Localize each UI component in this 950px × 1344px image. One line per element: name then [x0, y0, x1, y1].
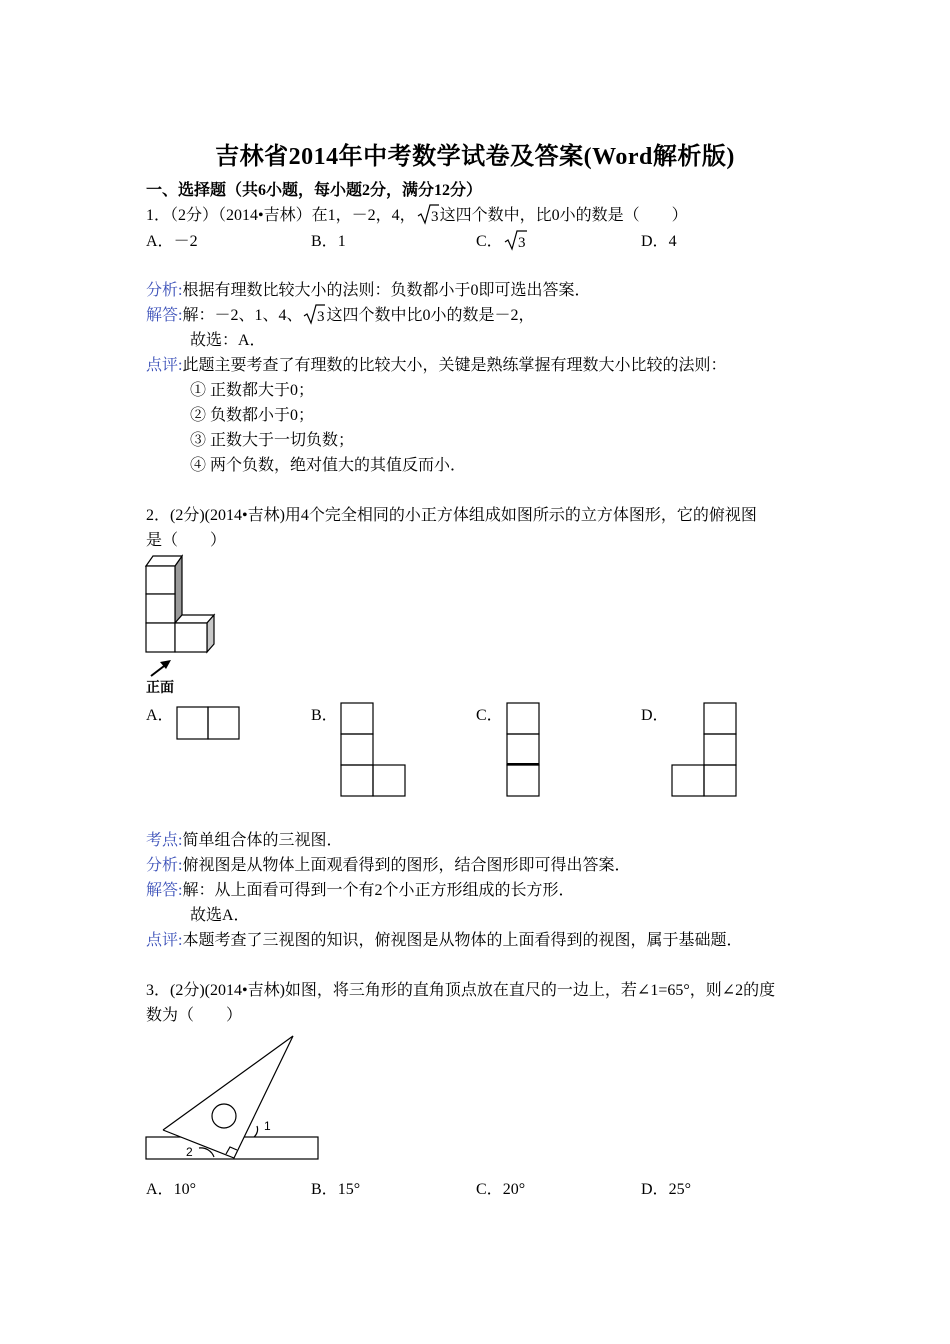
q3-option-d[interactable] — [641, 1176, 691, 1199]
comment-text: 此题主要考查了有理数的比较大小，关键是熟练掌握有理数大小比较的法则： — [182, 357, 727, 374]
q1-rule: ④ 两个负数，绝对值大的其值反而小． — [190, 457, 467, 474]
radical-icon — [303, 304, 325, 324]
angle-1-label: 1 — [264, 1119, 271, 1133]
option-letter: D． — [641, 1181, 669, 1198]
arrow-icon — [151, 660, 171, 676]
radicand: 3 — [317, 309, 325, 325]
q1-option-a[interactable] — [146, 228, 198, 251]
q2-stem-line1: 2．(2分)(2014•吉林)用4个完全相同的小正方体组成如图所示的立方体图形，它的俯视图 — [146, 507, 757, 524]
option-letter: B． — [311, 1181, 338, 1198]
q2-stem-line2: 是（ ） — [146, 532, 227, 549]
q3-option-a[interactable] — [146, 1176, 196, 1199]
comment-label: 点评: — [146, 357, 183, 374]
q1-stem — [146, 202, 688, 229]
q1-stem-start: 1．（2分）（2014•吉林）在1，－2，4， — [146, 207, 416, 224]
page-title: 吉林省2014年中考数学试卷及答案(Word解析版) — [215, 144, 735, 170]
q1-option-c[interactable] — [476, 228, 529, 255]
radicand: 3 — [430, 209, 439, 225]
q1-answer: 故选：A． — [190, 332, 266, 349]
q3-option-c[interactable] — [476, 1176, 525, 1199]
option-letter: D． — [641, 233, 669, 250]
radical-icon — [417, 204, 439, 224]
section-heading: 一、选择题（共6小题，每小题2分，满分12分） — [146, 182, 483, 199]
q1-analysis — [146, 277, 590, 300]
option-text: 4 — [668, 233, 677, 250]
option-letter: A． — [146, 1181, 174, 1198]
q3-stem-line1: 3．(2分)(2014•吉林)如图，将三角形的直角顶点放在直尺的一边上，若∠1=65°，则∠2的度 — [146, 982, 776, 999]
option-letter: A． — [146, 233, 174, 250]
cube-figure — [144, 552, 224, 698]
knowledge-label: 考点: — [146, 832, 183, 849]
option-text: 1 — [337, 233, 346, 250]
solution-label: 解答: — [146, 307, 183, 324]
option-text: 10° — [173, 1181, 196, 1198]
front-label: 正面 — [146, 679, 174, 695]
q2-option-b-figure[interactable] — [340, 702, 408, 798]
option-text: －2 — [173, 233, 198, 250]
q2-comment — [146, 927, 742, 950]
solution-label: 解答: — [146, 882, 183, 899]
q1-option-b[interactable] — [311, 228, 346, 251]
q1-rule: ② 负数都小于0； — [190, 407, 315, 424]
option-text: 25° — [668, 1181, 691, 1198]
q1-rule: ③ 正数大于一切负数； — [190, 432, 355, 449]
q1-solution — [146, 302, 534, 329]
option-letter: B． — [311, 233, 338, 250]
q2-option-d-figure[interactable] — [671, 702, 739, 798]
q2-option-d[interactable]: D． — [641, 707, 669, 724]
angle-2-label: 2 — [186, 1145, 193, 1159]
q2-option-c-figure[interactable] — [506, 702, 542, 798]
comment-text: 本题考查了三视图的知识，俯视图是从物体的上面看得到的视图，属于基础题． — [182, 932, 743, 949]
sqrt-symbol — [504, 230, 528, 255]
analysis-text: 根据有理数比较大小的法则：负数都小于0即可选出答案． — [182, 282, 591, 299]
option-text: 20° — [502, 1181, 526, 1198]
knowledge-text: 简单组合体的三视图． — [182, 832, 343, 849]
q3-option-b[interactable] — [311, 1176, 360, 1199]
q2-option-b[interactable]: B． — [311, 707, 338, 724]
q2-option-a[interactable]: A． — [146, 707, 174, 724]
analysis-label: 分析: — [146, 857, 183, 874]
solution-text-start: 解：－2、1、4、 — [182, 307, 303, 324]
ruler-triangle-figure — [144, 1034, 322, 1164]
option-letter: C． — [476, 233, 503, 250]
q2-option-a-figure[interactable] — [176, 706, 242, 742]
q3-stem-line2: 数为（ ） — [146, 1007, 243, 1024]
solution-text-end: 这四个数中比0小的数是－2， — [326, 307, 535, 324]
option-letter: C． — [476, 1181, 503, 1198]
q1-option-d[interactable] — [641, 228, 677, 251]
solution-text: 解：从上面看可得到一个有2个小正方形组成的长方形． — [182, 882, 575, 899]
triangle — [163, 1036, 293, 1158]
q2-knowledge-point — [146, 827, 342, 850]
q2-solution — [146, 877, 574, 900]
sqrt-symbol — [303, 304, 325, 329]
option-text: 15° — [337, 1181, 361, 1198]
q2-analysis — [146, 852, 630, 875]
q1-stem-end: 这四个数中，比0小的数是（ ） — [439, 207, 688, 224]
analysis-label: 分析: — [146, 282, 183, 299]
radical-icon — [504, 230, 528, 250]
q2-answer: 故选A． — [190, 907, 250, 924]
analysis-text: 俯视图是从物体上面观看得到的图形，结合图形即可得出答案． — [182, 857, 631, 874]
radicand: 3 — [517, 235, 526, 251]
q2-option-c[interactable]: C． — [476, 707, 503, 724]
comment-label: 点评: — [146, 932, 183, 949]
q1-rule: ① 正数都大于0； — [190, 382, 315, 399]
sqrt-symbol — [417, 204, 439, 229]
q1-comment — [146, 352, 726, 375]
